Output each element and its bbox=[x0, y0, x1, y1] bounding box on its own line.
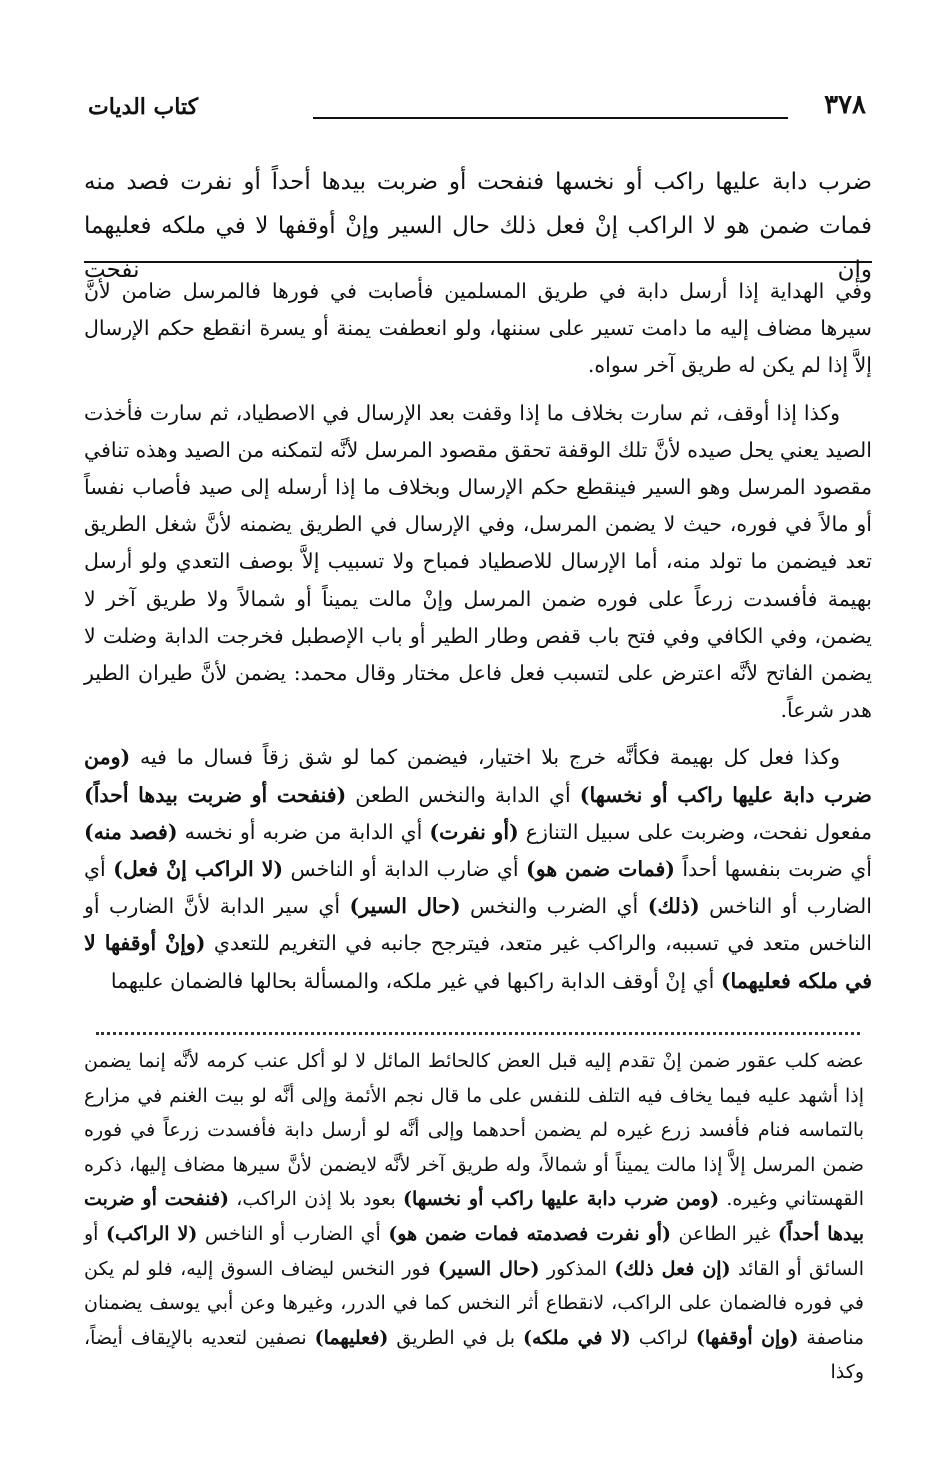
matn-quote: (إن فعل ذلك) bbox=[614, 1257, 731, 1280]
text-span: أو السائق أو القائد bbox=[84, 1222, 864, 1280]
matn-quote: (ومن ضرب دابة عليها راكب أو نخسها) bbox=[403, 1188, 720, 1211]
text-span: مفعول نفحت، وضربت على سبيل التنازع bbox=[525, 819, 872, 844]
matn-quote: (وإنْ أوقفها لا في ملكه فعليهما) bbox=[84, 931, 872, 993]
text-span: عضه كلب عقور ضمن إنْ تقدم إليه قبل العض كالحائط المائل لا لو أكل عنب كرمه لأنَّه إنما يضمن إذا أشهد عليه فيما يخاف فيه التلف للنفس على ما قال نجم الأئمة وإلى أنَّه لو بيت الغنم في مزارع بالتماسه فنام فأفسد زرع غيره لم يضمن أحدهما وإلى أنَّه لو أرسل دابة فأفسدت زرعاً في فوره ضمن المرسل إلاَّ إذا مالت يميناً أو شمالاً، وله طريق آخر لأنَّه لايضمن لأنَّ سيرها مضاف إليها، ذكره القهستاني وغيره. bbox=[84, 1050, 864, 1211]
text-span: أي الدابة من ضربه أو نخسه bbox=[184, 819, 423, 844]
text-span: وكذا فعل كل بهيمة فكأنَّه خرج بلا اختيار، فيضمن كما لو شق زقاً فسال ما فيه bbox=[139, 745, 840, 770]
matn-quote: (أو نفرت فصدمته فمات ضمن هو) bbox=[388, 1222, 672, 1245]
matn-quote: (فمات ضمن هو) bbox=[526, 857, 675, 882]
header-rule bbox=[313, 117, 788, 119]
text-span: أي الضارب أو الناخس bbox=[84, 857, 872, 919]
matn-quote: (فنفحت أو ضربت بيدها أحداً) bbox=[84, 1188, 865, 1245]
matn-separator bbox=[84, 261, 872, 263]
text-span: أي الدابة والنخس الطعن bbox=[355, 782, 571, 807]
text-span: بل في الطريق bbox=[396, 1326, 516, 1349]
commentary-paragraph-3 bbox=[84, 739, 872, 999]
matn-quote: (لا الراكب إنْ فعل) bbox=[113, 857, 284, 882]
gloss-paragraph bbox=[84, 1044, 864, 1390]
matn-quote: (فنفحت أو ضربت بيدها أحداً) bbox=[84, 782, 347, 807]
commentary-paragraph-2: وكذا إذا أوقف، ثم سارت بخلاف ما إذا وقفت بعد الإرسال في الاصطياد، ثم سارت فأخذت الصيد يعني يحل صيده لأنَّ تلك الوقفة تحقق مقصود المرسل لأنَّه لتمكنه من الصيد وهذه تنافي مقصود المرسل وهو السير فينقطع حكم الإرسال وبخلاف ما إذا أرسله إلى صيد فأصاب نفساً أو مالاً في فوره، حيث لا يضمن المرسل، وفي الإرسال في الطريق يضمنه لأنَّ شغل الطريق تعد فيضمن ما تولد منه، أما الإرسال للاصطياد فمباح ولا تسبيب إلاَّ بوصف التعدي ولو أرسل بهيمة فأفسدت زرعاً على فوره ضمن المرسل وإنْ مالت يميناً أو شمالاً ولا طريق آخر لا يضمن، وفي الكافي وفي فتح باب قفص وطار الطير أو باب الإصطبل فخرجت الدابة وضلت لا يضمن الفاتح لأنَّه اعترض على لتسبب فعل فاعل مختار وقال محمد: يضمن لأنَّ طيران الطير هدر شرعاً. bbox=[84, 400, 872, 723]
footnote-gloss bbox=[84, 1044, 864, 1390]
text-span: المذكور bbox=[546, 1257, 607, 1280]
text-span: أي ضارب الدابة أو الناخس bbox=[290, 857, 519, 882]
page-number: ٣٧٨ bbox=[824, 90, 866, 120]
text-span: غير الطاعن bbox=[678, 1222, 771, 1245]
matn-quote: (أو نفرت) bbox=[429, 819, 519, 844]
commentary bbox=[84, 273, 872, 1010]
page-header bbox=[88, 90, 866, 130]
text-span: أي الضرب والنخس bbox=[469, 894, 639, 919]
text-span: بعود بلا إذن الراكب، bbox=[236, 1188, 396, 1211]
commentary-paragraph-1: وفي الهداية إذا أرسل دابة في طريق المسلمين فأصابت في فورها فالمرسل ضامن لأنَّ سيرها مضاف إليه ما دامت تسير على سننها، ولو انعطفت يمنة أو يسرة انقطع حكم الإرسال إلاَّ إذا لم يكن له طريق آخر سواه. bbox=[84, 279, 872, 378]
matn-quote: (وإن أوقفها) bbox=[695, 1326, 799, 1349]
text-span: لراكب bbox=[638, 1326, 688, 1349]
matn-quote: (فعليهما) bbox=[314, 1326, 389, 1349]
dotted-separator bbox=[96, 1012, 860, 1035]
matn-quote: (لا في ملكه) bbox=[522, 1326, 631, 1349]
text-span: أي ضربت بنفسها أحداً bbox=[682, 857, 872, 882]
text-span: نصفين لتعديه بالإيقاف أيضاً، وكذا bbox=[84, 1326, 864, 1384]
matn-quote: (حال السير) bbox=[349, 894, 461, 919]
matn-quote: (لا الراكب) bbox=[105, 1222, 198, 1245]
matn-quote: (ذلك) bbox=[647, 894, 700, 919]
matn-quote: (حال السير) bbox=[437, 1257, 540, 1280]
book-title: كتاب الديات bbox=[88, 94, 199, 120]
text-span: أي الضارب أو الناخس bbox=[204, 1222, 381, 1245]
text-span: أي سير الدابة لأنَّ الضارب أو الناخس متعد في تسببه، والراكب غير متعد، فيترجح جانبه في التغريم للتعدي bbox=[84, 894, 873, 956]
matn-quote: (فصد منه) bbox=[84, 819, 178, 844]
text-span: فور النخس ليضاف السوق إليه، فلو لم يكن في فوره فالضمان على الراكب، لانقطاع أثر النخس كما في الدرر، وغيرها وعن أبي يوسف يضمنان مناصفة bbox=[84, 1257, 865, 1349]
matn-quote: (ومن ضرب دابة عليها راكب أو نخسها) bbox=[84, 745, 872, 807]
text-span: أي إنْ أوقف الدابة راكبها في غير ملكه، والمسألة بحالها فالضمان عليهما bbox=[110, 968, 715, 993]
matn-text: ضرب دابة عليها راكب أو نخسها فنفحت أو ضربت بيدها أحداً أو نفرت فصد منه فمات ضمن هو لا الراكب إنْ فعل ذلك حال السير وإنْ أوقفها لا في ملكه فعليهما وإن نفحت bbox=[84, 169, 872, 283]
